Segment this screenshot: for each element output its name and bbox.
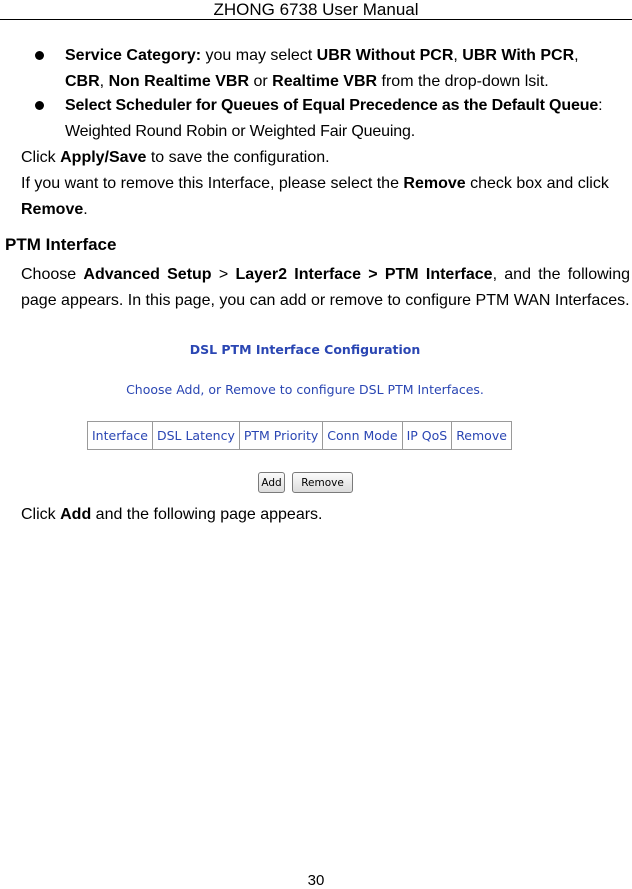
text-run: : Weighted Round Robin or Weighted Fair Queuing.	[65, 97, 603, 140]
text-run: you may select	[201, 47, 317, 64]
choose-paragraph	[21, 262, 630, 314]
bullet-label: Select Scheduler for Queues of Equal Precedence as the Default Queue	[65, 97, 599, 114]
text-run: .	[83, 201, 88, 218]
column-header-remove: Remove	[452, 422, 512, 450]
remove-label: Remove	[403, 175, 466, 192]
bullet-dot-icon	[35, 51, 44, 60]
option-ubr-with-pcr: UBR With PCR	[462, 47, 575, 64]
column-header-conn-mode: Conn Mode	[323, 422, 402, 450]
screenshot-subtitle: Choose Add, or Remove to configure DSL PTM Interfaces.	[126, 382, 484, 397]
text-run: Click	[21, 506, 61, 523]
text-run: from the drop-down lsit.	[377, 73, 549, 90]
apply-save-label: Apply/Save	[60, 149, 147, 166]
column-header-dsl-latency: DSL Latency	[152, 422, 239, 450]
text-run: or	[249, 73, 273, 90]
column-header-interface: Interface	[88, 422, 153, 450]
bullet-service-category	[35, 43, 632, 95]
bullet-text	[65, 93, 632, 145]
table-header-row	[88, 422, 512, 450]
page-number: 30	[307, 872, 325, 889]
ptm-interface-table	[87, 421, 512, 450]
remove-label: Remove	[21, 201, 84, 218]
bullet-scheduler	[35, 93, 632, 145]
text-run: ,	[99, 73, 109, 90]
text-run: check box and click	[465, 175, 609, 192]
apply-paragraph	[21, 145, 630, 171]
text-run: Click	[21, 149, 61, 166]
column-header-ptm-priority: PTM Priority	[239, 422, 322, 450]
menu-advanced-setup: Advanced Setup	[83, 266, 212, 283]
header-title: ZHONG 6738 User Manual	[213, 0, 419, 19]
add-paragraph	[21, 502, 630, 528]
screenshot-title: DSL PTM Interface Configuration	[189, 342, 421, 357]
text-run: >	[211, 266, 236, 283]
bullet-text	[65, 43, 632, 95]
remove-button[interactable]: Remove	[292, 472, 353, 493]
remove-paragraph	[21, 171, 630, 223]
add-label: Add	[60, 506, 92, 523]
menu-ptm-interface: Layer2 Interface > PTM Interface	[235, 266, 493, 283]
bullet-dot-icon	[35, 101, 44, 110]
bullet-label: Service Category:	[65, 47, 202, 64]
text-run: Choose	[21, 266, 84, 283]
option-cbr: CBR	[65, 73, 100, 90]
text-run: ,	[453, 47, 463, 64]
text-run: and the following page appears.	[91, 506, 323, 523]
column-header-ip-qos: IP QoS	[402, 422, 452, 450]
option-ubr-without-pcr: UBR Without PCR	[316, 47, 454, 64]
option-non-realtime-vbr: Non Realtime VBR	[108, 73, 250, 90]
text-run: ,	[574, 47, 579, 64]
text-run: , and the following page appears. In this page, you can add or remove to configure PTM WAN Interfaces.	[21, 266, 630, 309]
header-rule	[0, 19, 632, 20]
section-heading: PTM Interface	[5, 235, 117, 254]
text-run: If you want to remove this Interface, please select the	[21, 175, 404, 192]
option-realtime-vbr: Realtime VBR	[272, 73, 378, 90]
text-run: to save the configuration.	[146, 149, 330, 166]
add-button[interactable]: Add	[258, 472, 285, 493]
